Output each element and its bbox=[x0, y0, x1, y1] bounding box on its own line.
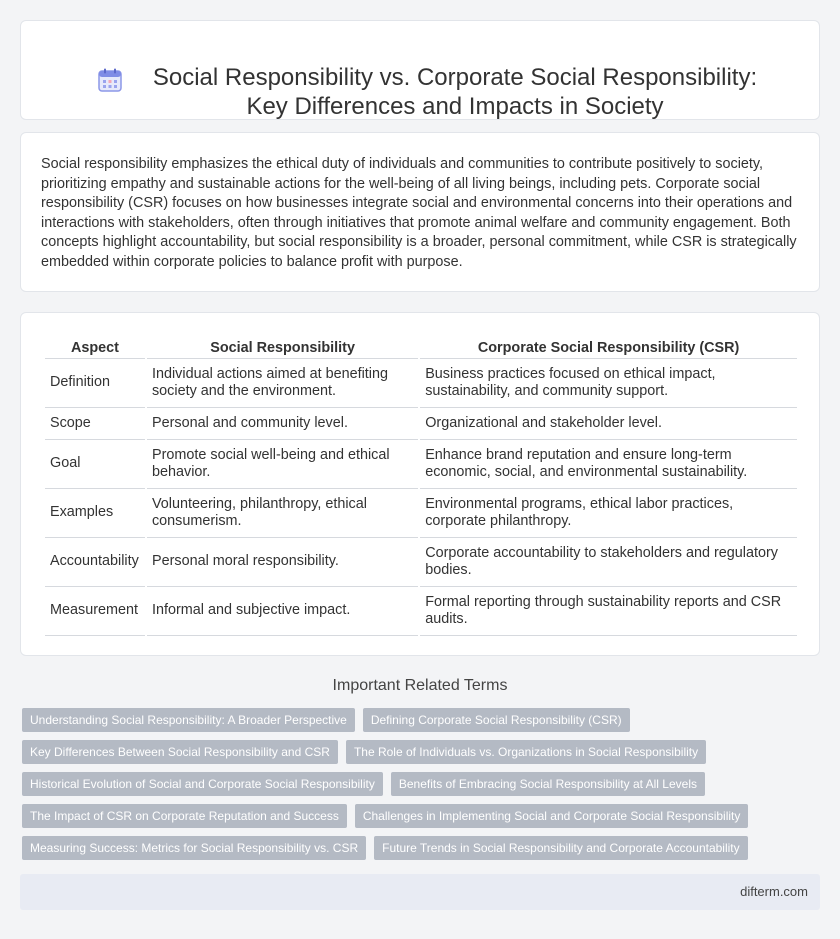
tag-row bbox=[22, 772, 782, 796]
header-social-responsibility: Social Responsibility bbox=[147, 331, 418, 359]
csr-cell: Enhance brand reputation and ensure long-term economic, social, and environmental sustainability. bbox=[420, 440, 797, 489]
related-term-link[interactable]: Key Differences Between Social Responsibility and CSR bbox=[22, 740, 338, 764]
aspect-cell: Measurement bbox=[45, 587, 145, 636]
related-term-link[interactable]: Benefits of Embracing Social Responsibility at All Levels bbox=[391, 772, 705, 796]
page-title: Social Responsibility vs. Corporate Social Responsibility: Key Differences and Impacts in Society bbox=[152, 64, 758, 120]
header-csr: Corporate Social Responsibility (CSR) bbox=[420, 331, 797, 359]
table-row bbox=[45, 359, 797, 408]
tag-row bbox=[22, 740, 782, 764]
csr-cell: Formal reporting through sustainability reports and CSR audits. bbox=[420, 587, 797, 636]
social-responsibility-cell: Personal and community level. bbox=[147, 408, 418, 440]
tag-row bbox=[22, 708, 782, 732]
intro-paragraph: Social responsibility emphasizes the ethical duty of individuals and communities to contribute positively to society, prioritizing empathy and sustainable actions for the well-being of all living beings, including pets. Corporate social responsibility (CSR) focuses on how businesses integrate social and environmental concerns into their operations and interactions with stakeholders, often through initiatives that promote animal welfare and community engagement. Both concepts highlight accountability, but social responsibility is a broader, personal commitment, while CSR is strategically embedded within corporate policies to balance profit with purpose. bbox=[41, 156, 797, 270]
social-responsibility-cell: Volunteering, philanthropy, ethical consumerism. bbox=[147, 489, 418, 538]
footer bbox=[20, 874, 820, 910]
comparison-table bbox=[43, 331, 799, 636]
calendar-icon bbox=[97, 67, 123, 93]
related-term-link[interactable]: Defining Corporate Social Responsibility (CSR) bbox=[363, 708, 630, 732]
social-responsibility-cell: Individual actions aimed at benefiting society and the environment. bbox=[147, 359, 418, 408]
table-row bbox=[45, 538, 797, 587]
social-responsibility-cell: Informal and subjective impact. bbox=[147, 587, 418, 636]
csr-cell: Corporate accountability to stakeholders and regulatory bodies. bbox=[420, 538, 797, 587]
tag-row bbox=[22, 804, 782, 828]
related-term-link[interactable]: The Role of Individuals vs. Organizations in Social Responsibility bbox=[346, 740, 706, 764]
title-card bbox=[20, 20, 820, 120]
footer-site-link[interactable]: difterm.com bbox=[740, 884, 808, 899]
aspect-cell: Examples bbox=[45, 489, 145, 538]
related-term-link[interactable]: Challenges in Implementing Social and Corporate Social Responsibility bbox=[355, 804, 749, 828]
aspect-cell: Scope bbox=[45, 408, 145, 440]
related-term-link[interactable]: Measuring Success: Metrics for Social Responsibility vs. CSR bbox=[22, 836, 366, 860]
intro-card bbox=[20, 132, 820, 292]
header-aspect: Aspect bbox=[45, 331, 145, 359]
aspect-cell: Goal bbox=[45, 440, 145, 489]
aspect-cell: Definition bbox=[45, 359, 145, 408]
csr-cell: Business practices focused on ethical impact, sustainability, and community support. bbox=[420, 359, 797, 408]
social-responsibility-cell: Personal moral responsibility. bbox=[147, 538, 418, 587]
table-header-row bbox=[45, 331, 797, 359]
related-term-link[interactable]: Historical Evolution of Social and Corporate Social Responsibility bbox=[22, 772, 383, 796]
related-term-link[interactable]: Understanding Social Responsibility: A Broader Perspective bbox=[22, 708, 355, 732]
related-term-link[interactable]: The Impact of CSR on Corporate Reputation and Success bbox=[22, 804, 347, 828]
table-row bbox=[45, 440, 797, 489]
comparison-table-card bbox=[20, 312, 820, 656]
related-terms-heading: Important Related Terms bbox=[332, 677, 508, 694]
table-row bbox=[45, 408, 797, 440]
tag-row bbox=[22, 836, 782, 860]
aspect-cell: Accountability bbox=[45, 538, 145, 587]
table-row bbox=[45, 489, 797, 538]
related-term-link[interactable]: Future Trends in Social Responsibility and Corporate Accountability bbox=[374, 836, 748, 860]
csr-cell: Organizational and stakeholder level. bbox=[420, 408, 797, 440]
social-responsibility-cell: Promote social well-being and ethical behavior. bbox=[147, 440, 418, 489]
table-row bbox=[45, 587, 797, 636]
related-terms-list bbox=[22, 708, 782, 868]
csr-cell: Environmental programs, ethical labor practices, corporate philanthropy. bbox=[420, 489, 797, 538]
